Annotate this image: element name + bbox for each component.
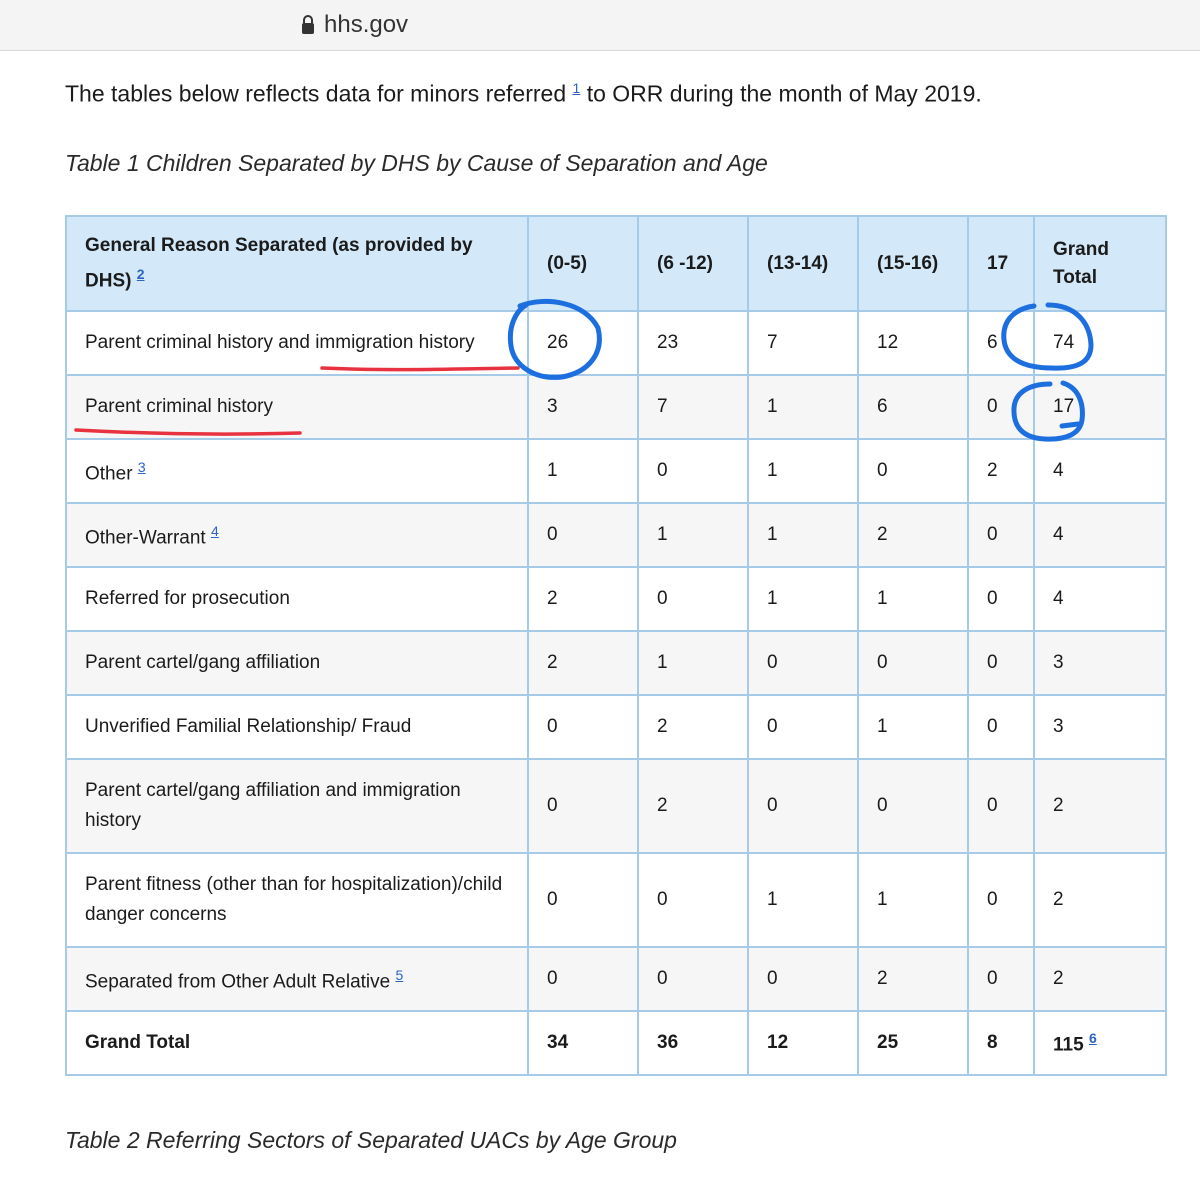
- count-cell: 0: [638, 947, 748, 1011]
- count-cell: 0: [528, 503, 638, 567]
- row-label: [66, 853, 528, 947]
- intro-text-before: The tables below reflects data for minors referred: [65, 80, 567, 107]
- table-row: [66, 759, 1166, 853]
- row-total-cell: 3: [1034, 695, 1166, 759]
- count-cell: 0: [638, 853, 748, 947]
- count-cell: 6: [858, 375, 968, 439]
- count-cell: 0: [968, 375, 1034, 439]
- header-age-17: 17: [968, 216, 1034, 311]
- header-age-15-16: (15-16): [858, 216, 968, 311]
- total-cell: 34: [528, 1011, 638, 1075]
- intro-paragraph: [65, 80, 982, 108]
- count-cell: 1: [748, 503, 858, 567]
- grand-total-row: [66, 1011, 1166, 1075]
- count-cell: 1: [748, 375, 858, 439]
- count-cell: 1: [858, 567, 968, 631]
- footnote-link-2[interactable]: 2: [136, 265, 145, 282]
- count-cell: 0: [968, 567, 1034, 631]
- footnote-link-4[interactable]: 4: [211, 523, 219, 540]
- header-reason-label: General Reason Separated (as provided by DHS): [85, 234, 473, 292]
- count-cell: 0: [638, 567, 748, 631]
- row-total-cell: 4: [1034, 567, 1166, 631]
- footnote-link-3[interactable]: 3: [137, 459, 146, 476]
- count-cell: 0: [638, 439, 748, 503]
- row-label-text: Parent cartel/gang affiliation: [85, 652, 321, 673]
- row-label: [66, 759, 528, 853]
- count-cell: 26: [528, 311, 638, 375]
- row-total-cell: 74: [1034, 311, 1166, 375]
- row-label-text: Other: [85, 463, 133, 485]
- count-cell: 0: [528, 947, 638, 1011]
- count-cell: 2: [638, 759, 748, 853]
- separation-table: [65, 215, 1167, 1076]
- header-age-6-12: (6 -12): [638, 216, 748, 311]
- row-total-cell: 2: [1034, 759, 1166, 853]
- table1-caption: Table 1 Children Separated by DHS by Cause of Separation and Age: [65, 150, 768, 176]
- row-label: [66, 695, 528, 759]
- header-age-0-5: (0-5): [528, 216, 638, 311]
- count-cell: 1: [748, 439, 858, 503]
- count-cell: 3: [528, 375, 638, 439]
- row-label-text: Unverified Familial Relationship/ Fraud: [85, 716, 412, 737]
- total-cell: 25: [858, 1011, 968, 1075]
- header-grand-total: Grand Total: [1034, 216, 1166, 311]
- count-cell: 2: [858, 947, 968, 1011]
- count-cell: 1: [858, 695, 968, 759]
- count-cell: 1: [528, 439, 638, 503]
- row-total-cell: 2: [1034, 947, 1166, 1011]
- count-cell: 1: [638, 631, 748, 695]
- table-row: [66, 503, 1166, 567]
- table-row: [66, 567, 1166, 631]
- footnote-link-6[interactable]: 6: [1088, 1029, 1097, 1046]
- count-cell: 2: [858, 503, 968, 567]
- table-row: [66, 695, 1166, 759]
- count-cell: 1: [748, 567, 858, 631]
- count-cell: 2: [528, 631, 638, 695]
- count-cell: 12: [858, 311, 968, 375]
- row-label-text: Referred for prosecution: [85, 588, 290, 609]
- row-total-cell: 4: [1034, 439, 1166, 503]
- row-label: [66, 375, 528, 439]
- row-label-text: Parent fitness (other than for hospitalization)/child danger concerns: [85, 874, 503, 925]
- url-display[interactable]: [300, 9, 408, 41]
- count-cell: 2: [968, 439, 1034, 503]
- table-row: [66, 439, 1166, 503]
- table-row: [66, 375, 1166, 439]
- grand-total-cell: [1034, 1011, 1166, 1075]
- count-cell: 7: [638, 375, 748, 439]
- row-label-text: Parent cartel/gang affiliation and immigration history: [85, 780, 461, 831]
- count-cell: 7: [748, 311, 858, 375]
- row-total-cell: 2: [1034, 853, 1166, 947]
- count-cell: 0: [748, 759, 858, 853]
- count-cell: 0: [748, 695, 858, 759]
- count-cell: 6: [968, 311, 1034, 375]
- url-text: hhs.gov: [324, 11, 409, 38]
- table-row: [66, 853, 1166, 947]
- table2-caption: Table 2 Referring Sectors of Separated UACs by Age Group: [65, 1127, 677, 1153]
- count-cell: 1: [748, 853, 858, 947]
- footnote-link-1[interactable]: 1: [572, 80, 581, 96]
- table-row: [66, 311, 1166, 375]
- table-row: [66, 631, 1166, 695]
- grand-total-value: 115: [1053, 1034, 1084, 1056]
- count-cell: 0: [968, 759, 1034, 853]
- count-cell: 0: [858, 439, 968, 503]
- count-cell: 0: [968, 503, 1034, 567]
- count-cell: 2: [528, 567, 638, 631]
- count-cell: 0: [858, 759, 968, 853]
- row-total-cell: 3: [1034, 631, 1166, 695]
- count-cell: 1: [858, 853, 968, 947]
- footnote-link-5[interactable]: 5: [395, 967, 404, 984]
- table-row: [66, 947, 1166, 1011]
- count-cell: 0: [858, 631, 968, 695]
- row-label-text: Other-Warrant: [85, 527, 206, 549]
- count-cell: 0: [968, 631, 1034, 695]
- count-cell: 0: [748, 631, 858, 695]
- row-label: [66, 631, 528, 695]
- row-total-cell: 17: [1034, 375, 1166, 439]
- count-cell: 0: [968, 947, 1034, 1011]
- count-cell: 0: [528, 759, 638, 853]
- count-cell: 0: [528, 853, 638, 947]
- count-cell: 1: [638, 503, 748, 567]
- count-cell: 0: [528, 695, 638, 759]
- intro-text-after: to ORR during the month of May 2019.: [580, 80, 982, 107]
- row-label: [66, 439, 528, 503]
- row-label: [66, 947, 528, 1011]
- count-cell: 0: [748, 947, 858, 1011]
- total-cell: 8: [968, 1011, 1034, 1075]
- row-total-cell: 4: [1034, 503, 1166, 567]
- row-label: [66, 567, 528, 631]
- total-cell: 36: [638, 1011, 748, 1075]
- row-label-text: Separated from Other Adult Relative: [85, 971, 391, 993]
- row-label-text: Parent criminal history and immigration history: [85, 332, 475, 353]
- total-cell: 12: [748, 1011, 858, 1075]
- browser-address-bar[interactable]: [0, 0, 1200, 51]
- row-label-text: Parent criminal history: [85, 396, 273, 417]
- row-label: [66, 503, 528, 567]
- count-cell: 2: [638, 695, 748, 759]
- grand-total-label: Grand Total: [66, 1011, 528, 1075]
- lock-icon: [300, 14, 316, 36]
- count-cell: 0: [968, 853, 1034, 947]
- table-header-row: [66, 216, 1166, 311]
- count-cell: 0: [968, 695, 1034, 759]
- row-label: [66, 311, 528, 375]
- header-age-13-14: (13-14): [748, 216, 858, 311]
- count-cell: 23: [638, 311, 748, 375]
- header-reason: [66, 216, 528, 311]
